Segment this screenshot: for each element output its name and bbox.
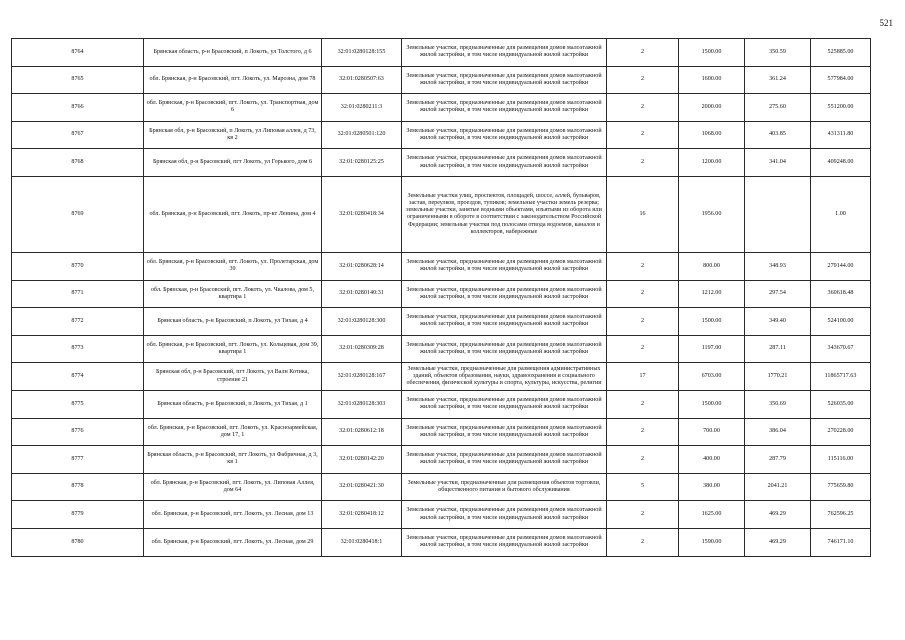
land-use-cell: Земельные участки, предназначенные для размещения домов малоэтажной жилой застройки, в том числе индивидуальной жилой застройки <box>402 149 607 177</box>
use-group-cell: 2 <box>607 121 679 149</box>
cadastral-number-cell: 32:01:0280128:155 <box>322 39 402 67</box>
land-use-cell: Земельные участки, предназначенные для размещения домов малоэтажной жилой застройки, в том числе индивидуальной жилой застройки <box>402 94 607 122</box>
address-cell: Брянская обл, р-н Брасовский, пгт Локоть, ул Горького, дом 6 <box>144 149 322 177</box>
cadastral-value-cell: 524100.00 <box>811 308 871 336</box>
table-row <box>12 94 871 122</box>
land-use-cell: Земельные участки, предназначенные для размещения домов малоэтажной жилой застройки, в том числе индивидуальной жилой застройки <box>402 121 607 149</box>
table-row <box>12 149 871 177</box>
table-row <box>12 446 871 474</box>
area-cell: 1068.00 <box>679 121 745 149</box>
record-number-cell: 8765 <box>12 66 144 94</box>
address-cell: обл. Брянская, р-н Брасовский, пгт. Локоть, ул. Лесная, дом 29 <box>144 528 322 556</box>
land-use-cell: Земельные участки, предназначенные для размещения домов малоэтажной жилой застройки, в том числе индивидуальной жилой застройки <box>402 39 607 67</box>
use-group-cell: 2 <box>607 94 679 122</box>
specific-value-cell: 386.04 <box>745 418 811 446</box>
table-row <box>12 390 871 418</box>
area-cell: 700.00 <box>679 418 745 446</box>
address-cell: обл. Брянская, р-н Брасовский, пгт. Локоть, ул. Липовая Аллея, дом 64 <box>144 473 322 501</box>
use-group-cell: 2 <box>607 418 679 446</box>
record-number-cell: 8773 <box>12 335 144 363</box>
land-use-cell: Земельные участки, предназначенные для размещения домов малоэтажной жилой застройки, в том числе индивидуальной жилой застройки <box>402 418 607 446</box>
address-cell: Брянская обл, р-н Брасовский, пгт Локоть, ул Валн Котика, строение 21 <box>144 363 322 391</box>
area-cell: 1500.00 <box>679 308 745 336</box>
table-row <box>12 66 871 94</box>
specific-value-cell: 349.40 <box>745 308 811 336</box>
cadastral-number-cell: 32:01:0280418:12 <box>322 501 402 529</box>
specific-value-cell: 350.59 <box>745 39 811 67</box>
use-group-cell: 2 <box>607 501 679 529</box>
area-cell: 1956.00 <box>679 176 745 252</box>
cadastral-value-cell: 279144.00 <box>811 252 871 280</box>
record-number-cell: 8766 <box>12 94 144 122</box>
land-use-cell: Земельные участки, предназначенные для размещения домов малоэтажной жилой застройки, в том числе индивидуальной жилой застройки <box>402 501 607 529</box>
table-row <box>12 308 871 336</box>
record-number-cell: 8764 <box>12 39 144 67</box>
table-row <box>12 121 871 149</box>
cadastral-value-cell: 551200.00 <box>811 94 871 122</box>
cadastral-number-cell: 32:01:0280418:1 <box>322 528 402 556</box>
use-group-cell: 2 <box>607 39 679 67</box>
land-use-cell: Земельные участки, предназначенные для размещения домов малоэтажной жилой застройки, в том числе индивидуальной жилой застройки <box>402 308 607 336</box>
record-number-cell: 8772 <box>12 308 144 336</box>
cadastral-number-cell: 32:01:0280142:20 <box>322 446 402 474</box>
table-row <box>12 335 871 363</box>
record-number-cell: 8770 <box>12 252 144 280</box>
cadastral-number-cell: 32:01:0280309:28 <box>322 335 402 363</box>
table-row <box>12 176 871 252</box>
specific-value-cell: 403.85 <box>745 121 811 149</box>
cadastral-number-cell: 32:01:0280612:18 <box>322 418 402 446</box>
address-cell: обл. Брянская, р-н Брасовский, пгт. Локоть, ул. Транспортная, дом 6 <box>144 94 322 122</box>
address-cell: обл. Брянская, р-н Брасовский, пгт. Локоть, ул. Чкалова, дом 5, квартира 1 <box>144 280 322 308</box>
land-use-cell: Земельные участки, предназначенные для размещения домов малоэтажной жилой застройки, в том числе индивидуальной жилой застройки <box>402 390 607 418</box>
use-group-cell: 5 <box>607 473 679 501</box>
record-number-cell: 8780 <box>12 528 144 556</box>
land-use-cell: Земельные участки, предназначенные для размещения домов малоэтажной жилой застройки, в том числе индивидуальной жилой застройки <box>402 252 607 280</box>
table-row <box>12 418 871 446</box>
specific-value-cell: 287.11 <box>745 335 811 363</box>
land-use-cell: Земельные участки, предназначенные для размещения домов малоэтажной жилой застройки, в том числе индивидуальной жилой застройки <box>402 446 607 474</box>
cadastral-value-cell: 762596.25 <box>811 501 871 529</box>
cadastral-value-cell: 577984.00 <box>811 66 871 94</box>
land-use-cell: Земельные участки, предназначенные для размещения административных зданий, объектов образования, науки, здравоохранения и социального обеспечения, физической культуры и спорта, культуры, искусства, религии <box>402 363 607 391</box>
use-group-cell: 2 <box>607 308 679 336</box>
area-cell: 1200.00 <box>679 149 745 177</box>
record-number-cell: 8774 <box>12 363 144 391</box>
address-cell: Брянская область, р-н Брасовский, п Локоть, ул Тихая, д 4 <box>144 308 322 336</box>
address-cell: обл. Брянская, р-н Брасовский, пгт. Локоть, ул. Марозна, дом 78 <box>144 66 322 94</box>
land-use-cell: Земельные участки улиц, проспектов, площадей, шоссе, аллей, бульваров, застав, переулков, проездов, тупиков; земельные участки земель резерва; земельные участки, занятые водными объектами, изъятыми из оборота или ограниченными в обороте в соответствии с законодательством Российской Федерации; земельные участки под полосами отвода водоемов, каналов и коллекторов, набережные <box>402 176 607 252</box>
cadastral-value-cell: 409248.00 <box>811 149 871 177</box>
area-cell: 6703.00 <box>679 363 745 391</box>
specific-value-cell <box>745 176 811 252</box>
address-cell: Брянская область, р-н Брасовский, пгт Локоть, ул Фабричная, д 3, кв 1 <box>144 446 322 474</box>
use-group-cell: 2 <box>607 66 679 94</box>
area-cell: 1500.00 <box>679 390 745 418</box>
cadastral-number-cell: 32:01:0280128:167 <box>322 363 402 391</box>
record-number-cell: 8779 <box>12 501 144 529</box>
table-row <box>12 280 871 308</box>
cadastral-value-cell: 343670.67 <box>811 335 871 363</box>
table-body <box>12 39 871 557</box>
land-use-cell: Земельные участки, предназначенные для размещения домов малоэтажной жилой застройки, в том числе индивидуальной жилой застройки <box>402 528 607 556</box>
cadastral-number-cell: 32:01:0280421:30 <box>322 473 402 501</box>
use-group-cell: 2 <box>607 280 679 308</box>
record-number-cell: 8778 <box>12 473 144 501</box>
area-cell: 1625.00 <box>679 501 745 529</box>
table-row <box>12 252 871 280</box>
area-cell: 1197.00 <box>679 335 745 363</box>
address-cell: обл. Брянская, р-н Брасовский, пгт. Локоть, ул. Кольцевая, дом 39, квартира 1 <box>144 335 322 363</box>
cadastral-number-cell: 32:01:0280507:63 <box>322 66 402 94</box>
table-row <box>12 473 871 501</box>
cadastral-number-cell: 32:01:0280128:303 <box>322 390 402 418</box>
record-number-cell: 8768 <box>12 149 144 177</box>
use-group-cell: 2 <box>607 528 679 556</box>
address-cell: обл. Брянская, р-н Брасовский, пгт. Локоть, пр-кт Ленина, дом 4 <box>144 176 322 252</box>
use-group-cell: 16 <box>607 176 679 252</box>
cadastral-number-cell: 32:01:0280125:25 <box>322 149 402 177</box>
area-cell: 1500.00 <box>679 39 745 67</box>
address-cell: Брянская область, р-н Брасовский, п Локоть, ул Тихая, д 1 <box>144 390 322 418</box>
cadastral-number-cell: 32:01:0280501:120 <box>322 121 402 149</box>
table-row <box>12 501 871 529</box>
cadastral-number-cell: 32:01:0280128:300 <box>322 308 402 336</box>
cadastral-number-cell: 32:01:0280211:3 <box>322 94 402 122</box>
cadastral-value-cell: 270228.00 <box>811 418 871 446</box>
cadastral-value-cell: 11865717.63 <box>811 363 871 391</box>
cadastral-number-cell: 32:01:0280140:31 <box>322 280 402 308</box>
record-number-cell: 8776 <box>12 418 144 446</box>
specific-value-cell: 1770.21 <box>745 363 811 391</box>
cadastral-value-cell: 1.00 <box>811 176 871 252</box>
cadastral-value-table <box>11 38 871 557</box>
specific-value-cell: 348.93 <box>745 252 811 280</box>
area-cell: 380.00 <box>679 473 745 501</box>
address-cell: Брянская обл, р-н Брасовский, п Локоть, ул Липовая аллея, д 73, кв 2 <box>144 121 322 149</box>
address-cell: обл. Брянская, р-н Брасовский, пгт. Локоть, ул. Красноармейская, дом 17, 1 <box>144 418 322 446</box>
area-cell: 2000.00 <box>679 94 745 122</box>
specific-value-cell: 469.29 <box>745 528 811 556</box>
record-number-cell: 8777 <box>12 446 144 474</box>
cadastral-value-cell: 525885.00 <box>811 39 871 67</box>
address-cell: Брянская область, р-н Брасовский, п Локоть, ул Толстого, д 6 <box>144 39 322 67</box>
area-cell: 1590.00 <box>679 528 745 556</box>
land-use-cell: Земельные участки, предназначенные для размещения объектов торговли, общественного питания и бытового обслуживания <box>402 473 607 501</box>
cadastral-value-cell: 431311.80 <box>811 121 871 149</box>
table-row <box>12 363 871 391</box>
specific-value-cell: 287.79 <box>745 446 811 474</box>
specific-value-cell: 2041.21 <box>745 473 811 501</box>
area-cell: 800.00 <box>679 252 745 280</box>
specific-value-cell: 361.24 <box>745 66 811 94</box>
use-group-cell: 17 <box>607 363 679 391</box>
use-group-cell: 2 <box>607 446 679 474</box>
land-use-cell: Земельные участки, предназначенные для размещения домов малоэтажной жилой застройки, в том числе индивидуальной жилой застройки <box>402 280 607 308</box>
cadastral-value-cell: 115116.00 <box>811 446 871 474</box>
cadastral-value-cell: 526035.00 <box>811 390 871 418</box>
record-number-cell: 8775 <box>12 390 144 418</box>
land-use-cell: Земельные участки, предназначенные для размещения домов малоэтажной жилой застройки, в том числе индивидуальной жилой застройки <box>402 66 607 94</box>
land-use-cell: Земельные участки, предназначенные для размещения домов малоэтажной жилой застройки, в том числе индивидуальной жилой застройки <box>402 335 607 363</box>
use-group-cell: 2 <box>607 390 679 418</box>
use-group-cell: 2 <box>607 335 679 363</box>
address-cell: обл. Брянская, р-н Брасовский, пгт. Локоть, ул. Лесная, дом 13 <box>144 501 322 529</box>
specific-value-cell: 469.29 <box>745 501 811 529</box>
table-row <box>12 39 871 67</box>
use-group-cell: 2 <box>607 149 679 177</box>
record-number-cell: 8771 <box>12 280 144 308</box>
record-number-cell: 8769 <box>12 176 144 252</box>
cadastral-value-cell: 775659.80 <box>811 473 871 501</box>
cadastral-number-cell: 32:01:0280628:14 <box>322 252 402 280</box>
specific-value-cell: 350.69 <box>745 390 811 418</box>
area-cell: 1600.00 <box>679 66 745 94</box>
specific-value-cell: 275.60 <box>745 94 811 122</box>
page-number: 521 <box>879 18 893 28</box>
area-cell: 400.00 <box>679 446 745 474</box>
cadastral-value-cell: 360618.48 <box>811 280 871 308</box>
use-group-cell: 2 <box>607 252 679 280</box>
table-row <box>12 528 871 556</box>
specific-value-cell: 297.54 <box>745 280 811 308</box>
record-number-cell: 8767 <box>12 121 144 149</box>
address-cell: обл. Брянская, р-н Брасовский, пгт. Локоть, ул. Пролетарская, дом 39 <box>144 252 322 280</box>
cadastral-value-cell: 746171.10 <box>811 528 871 556</box>
cadastral-number-cell: 32:01:0280418:34 <box>322 176 402 252</box>
specific-value-cell: 341.04 <box>745 149 811 177</box>
area-cell: 1212.00 <box>679 280 745 308</box>
